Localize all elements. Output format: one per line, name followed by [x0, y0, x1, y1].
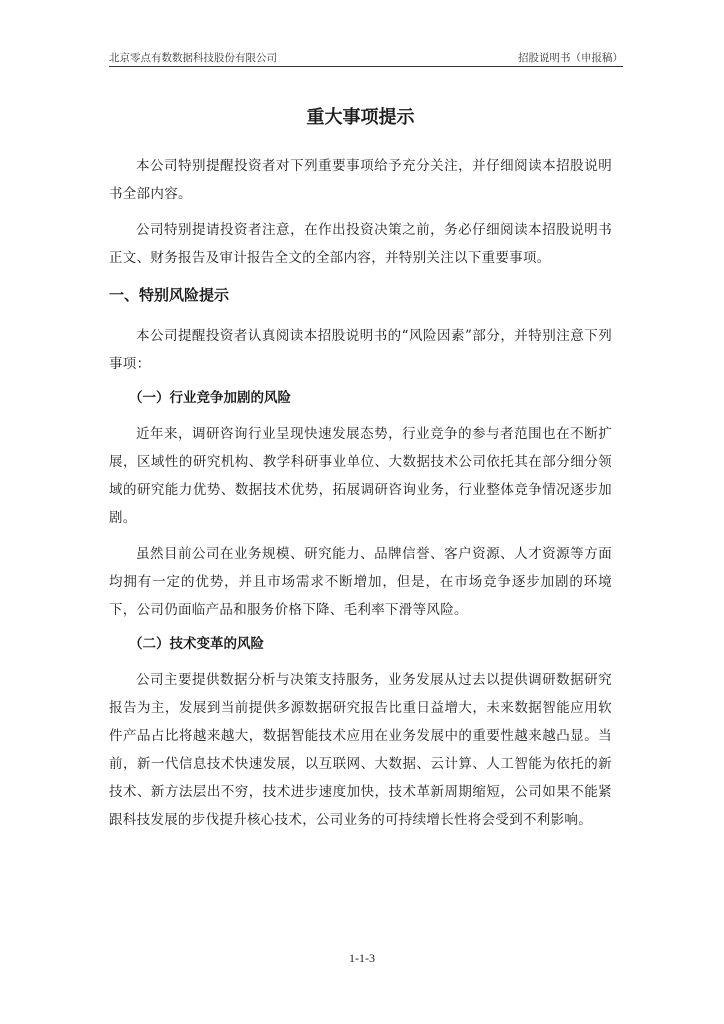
- competition-risk-paragraph-1: 近年来，调研咨询行业呈现快速发展态势，行业竞争的参与者范围也在不断扩展，区域性的研究机构、教学科研事业单位、大数据技术公司依托其在部分细分领域的研究能力优势、数据技术优势，拓展调研咨询业务，行业整体竞争情况逐步加剧。: [109, 426, 612, 526]
- header-company-name: 北京零点有数数据科技股份有限公司: [109, 52, 277, 64]
- subsection-heading-competition-risk: （一）行业竞争加剧的风险: [129, 390, 291, 406]
- intro-paragraph-2: 公司特别提请投资者注意，在作出投资决策之前，务必仔细阅读本招股说明书正文、财务报告及审计报告全文的全部内容，并特别关注以下重要事项。: [109, 222, 612, 266]
- page-header: [109, 50, 623, 67]
- document-body: [109, 104, 612, 842]
- section-heading-special-risk: 一、特别风险提示: [109, 286, 230, 304]
- section-intro-paragraph: 本公司提醒投资者认真阅读本招股说明书的“风险因素”部分，并特别注意下列事项：: [109, 328, 612, 372]
- technology-risk-paragraph: 公司主要提供数据分析与决策支持服务，业务发展从过去以提供调研数据研究报告为主，发展到当前提供多源数据研究报告比重日益增大，未来数据智能应用软件产品占比将越来越大，数据智能技术应用在业务发展中的重要性越来越凸显。当前，新一代信息技术快速发展，以互联网、大数据、云计算、人工智能为依托的新技术、新方法层出不穷，技术进步速度加快，技术革新周期缩短，公司如果不能紧跟科技发展的步伐提升核心技术，公司业务的可持续增长性将会受到不利影响。: [109, 672, 612, 828]
- page-title: 重大事项提示: [306, 107, 415, 128]
- intro-paragraph-1: 本公司特别提醒投资者对下列重要事项给予充分关注，并仔细阅读本招股说明书全部内容。: [109, 158, 612, 202]
- page-number: 1-1-3: [349, 951, 375, 965]
- competition-risk-paragraph-2: 虽然目前公司在业务规模、研究能力、品牌信誉、客户资源、人才资源等方面均拥有一定的优势，并且市场需求不断增加，但是，在市场竞争逐步加剧的环境下，公司仍面临产品和服务价格下降、毛利率下滑等风险。: [109, 546, 612, 618]
- header-document-type: 招股说明书（申报稿）: [518, 52, 623, 64]
- subsection-heading-technology-risk: （二）技术变革的风险: [129, 636, 264, 652]
